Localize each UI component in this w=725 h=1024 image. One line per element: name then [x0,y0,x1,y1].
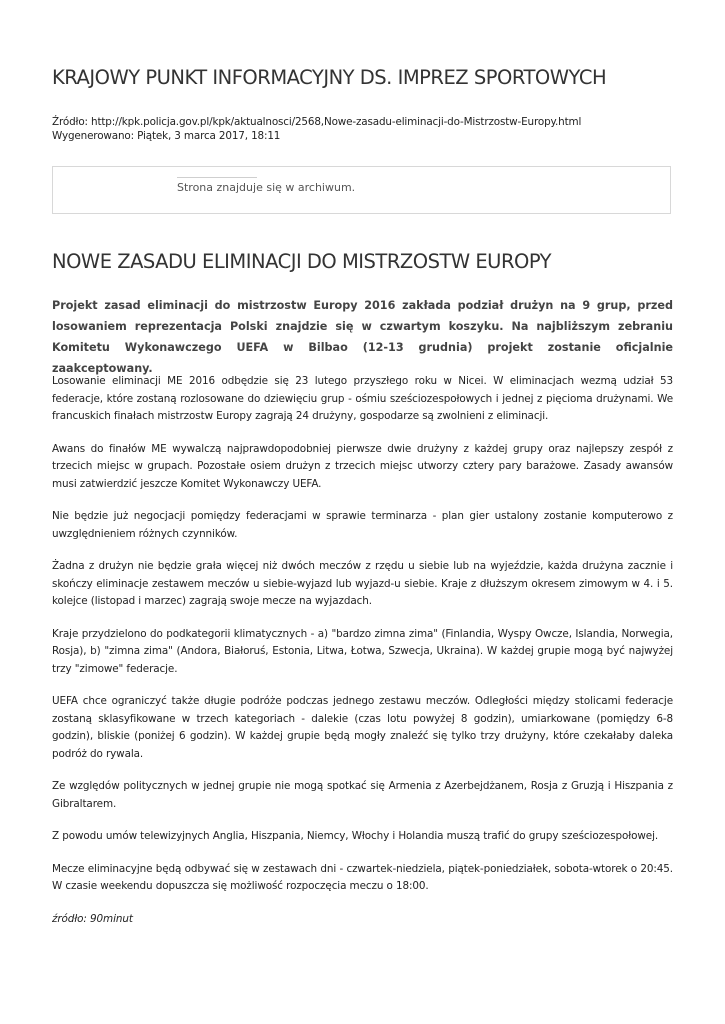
article-paragraph: Mecze eliminacyjne będą odbywać się w zestawach dni - czwartek-niedziela, piątek-poniedziałek, sobota-wtorek o 20:45. W czasie weekendu dopuszcza się możliwość rozpoczęcia meczu o 18:00. [52,862,673,892]
article-paragraph: Nie będzie już negocjacji pomiędzy federacjami w sprawie terminarza - plan gier ustalony zostanie komputerowo z uwzględnieniem różnych czynników. [52,510,673,540]
article-lead: Projekt zasad eliminacji do mistrzostw Europy 2016 zakłada podział drużyn na 9 grup, przed losowaniem reprezentacja Polski znajdzie się w czwartym koszyku. Na najbliższym zebraniu Komitetu Wykonawczego UEFA w Bilbao (12-13 grudnia) projekt zostanie oficjalnie zaakceptowany. [52,299,673,375]
document-meta [52,115,581,143]
article-title: NOWE ZASADU ELIMINACJI DO MISTRZOSTW EUROPY [52,250,552,273]
archive-notice-text: Strona znajduje się w archiwum. [177,181,356,194]
archive-notice-rule [177,177,257,178]
archive-notice-box [52,166,671,214]
article-paragraph: Żadna z drużyn nie będzie grała więcej niż dwóch meczów z rzędu u siebie lub na wyjeździe, każda drużyna zacznie i skończy eliminacje zestawem meczów u siebie-wyjazd lub wyjazd-u siebie. Kraje z dłuższym okresem zimowym w 4. i 5. kolejce (listopad i marzec) zagrają swoje mecze na wyjazdach. [52,560,673,607]
article-source-note: źródło: 90minut [52,912,133,925]
article-paragraph: Losowanie eliminacji ME 2016 odbędzie się 23 lutego przyszłego roku w Nicei. W eliminacjach wezmą udział 53 federacje, które zostaną rozlosowane do dziewięciu grup - ośmiu sześciozespołowych i jednej z pięcioma drużynami. We francuskich finałach mistrzostw Europy zagrają 24 drużyny, gospodarze są zwolnieni z eliminacji. [52,375,673,422]
article-paragraph: Ze względów politycznych w jednej grupie nie mogą spotkać się Armenia z Azerbejdżanem, Rosja z Gruzją i Hiszpania z Gibraltarem. [52,780,673,810]
source-url-line: Źródło: http://kpk.policja.gov.pl/kpk/aktualnosci/2568,Nowe-zasadu-eliminacji-do-Mistrzostw-Europy.html [52,116,582,128]
article-body [52,373,673,943]
article-paragraph: Z powodu umów telewizyjnych Anglia, Hiszpania, Niemcy, Włochy i Holandia muszą trafić do grupy sześciozespołowej. [52,830,659,842]
generated-date-line: Wygenerowano: Piątek, 3 marca 2017, 18:11 [52,130,281,142]
site-title: KRAJOWY PUNKT INFORMACYJNY DS. IMPREZ SPORTOWYCH [52,66,607,89]
article-paragraph: Kraje przydzielono do podkategorii klimatycznych - a) "bardzo zimna zima" (Finlandia, Wyspy Owcze, Islandia, Norwegia, Rosja), b) "zimna zima" (Andora, Białoruś, Estonia, Litwa, Łotwa, Szwecja, Ukraina). W każdej grupie mogą być najwyżej trzy "zimowe" federacje. [52,627,673,675]
article-paragraph: UEFA chce ograniczyć także długie podróże podczas jednego zestawu meczów. Odległości między stolicami federacje zostaną sklasyfikowane w trzech kategoriach - dalekie (czas lotu powyżej 8 godzin), umiarkowane (pomiędzy 6-8 godzin), bliskie (poniżej 6 godzin). W każdej grupie będą mogły znaleźć się tylko trzy drużyny, które czekałaby daleka podróż do rywala. [52,695,673,760]
article-paragraph: Awans do finałów ME wywalczą najprawdopodobniej pierwsze dwie drużyny z każdej grupy oraz najlepszy zespół z trzecich miejsc w grupach. Pozostałe osiem drużyn z trzecich miejsc utworzy cztery pary barażowe. Zasady awansów musi zatwierdzić jeszcze Komitet Wykonawczy UEFA. [52,442,673,490]
